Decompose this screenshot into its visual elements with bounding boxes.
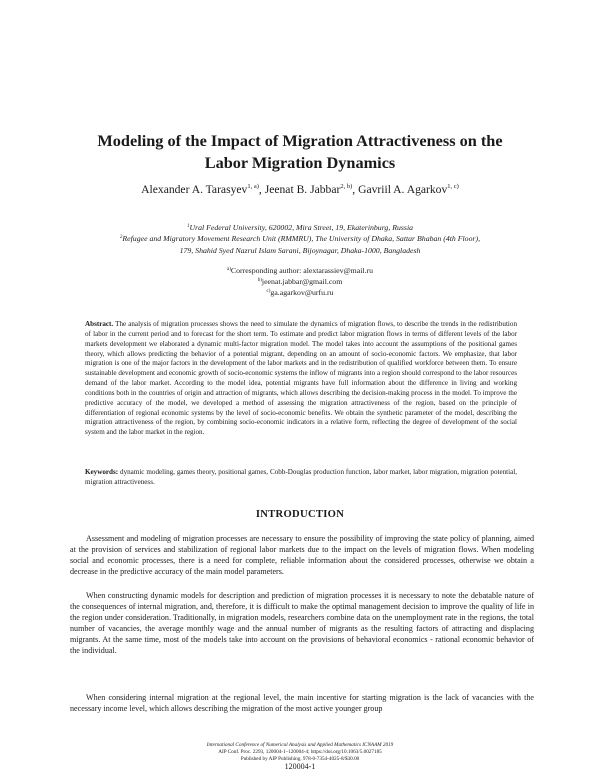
author-list bbox=[20, 183, 580, 197]
body-paragraph: Assessment and modeling of migration processes are necessary to ensure the possibility of improving the state policy of planning, aimed at the provision of services and stabilization of regional labor markets due to the impact on the levels of migration flows. When modeling social and economic processes, there is a need for complete, reliable information about the considered processes, otherwise we obtain a decrease in the predictive accuracy of the main model parameters. bbox=[70, 534, 534, 577]
author-separator: , bbox=[352, 183, 359, 196]
email-line bbox=[100, 276, 500, 287]
abstract-text: The analysis of migration processes shows the need to simulate the dynamics of migration flows, to describe the trends in the redistribution of labor in the current period and to forecast for the short term. To estimate and predict labor migration flows in terms of different levels of the labor markets development we elaborated a dynamic multi-factor migration model. The model takes into account the assumptions of the positional games theory, which allows predicting the behavior of a potential migrant, depending on an amount of socio-economic factors. We emphasize, that labor migration is one of the major factors in the development of the labor markets and in the redistribution of qualified workforce between them. To ensure sustainable development and economic growth of socio-economic systems the inflow of migrants into a region should correspond to the labor resources demand of the labor market. According to the model idea, potential migrants have full information about the difference in living and working conditions both in the countries of origin and attraction of migrants, which allows describing the decision-making process in the model. To improve the predictive accuracy of the model, we developed a method of assessing the migration attractiveness of the region, based on the principle of differentiation of regional economic systems by the level of socio-economic benefits. We obtain the synthetic parameter of the model, describing the migration attractiveness of the region, by combining socio-economic indicators in a relative form, reflecting the degree of development of the social system and the labor market in the region. bbox=[85, 320, 517, 437]
author-emails bbox=[100, 265, 500, 299]
footer-conference: International Conference of Numerical Analysis and Applied Mathematics ICNAAM 2019 bbox=[206, 742, 394, 748]
affiliation-text: Ural Federal University, 620002, Mira Street, 19, Ekaterinburg, Russia bbox=[189, 223, 414, 232]
abstract bbox=[85, 320, 517, 438]
affiliations bbox=[30, 222, 570, 256]
page-footer bbox=[100, 742, 500, 762]
email-text: jeenat.jabbar@gmail.com bbox=[261, 277, 343, 287]
affiliation-marker: 2 bbox=[119, 235, 123, 241]
email-line bbox=[100, 265, 500, 276]
title-line-2: Labor Migration Dynamics bbox=[204, 153, 396, 172]
email-text: Corresponding author: alextarassiev@mail.ru bbox=[230, 266, 373, 275]
footer-publisher: Published by AIP Publishing. 978-0-7354-4025-8/$30.00 bbox=[240, 755, 360, 762]
author-name: Alexander A. Tarasyev bbox=[141, 183, 248, 196]
section-heading-introduction: INTRODUCTION bbox=[255, 509, 345, 520]
keywords-text: dynamic modeling, games theory, positional games, Cobb-Douglas production function, labor market, labor migration, migration potential, migration attractiveness. bbox=[85, 468, 517, 486]
author-name: Gavriil A. Agarkov bbox=[358, 183, 448, 196]
keywords bbox=[85, 468, 517, 488]
email-marker: b) bbox=[257, 278, 262, 284]
email-line bbox=[100, 287, 500, 298]
footer-proceedings: AIP Conf. Proc. 2293, 120004-1–120004-4; https://doi.org/10.1063/5.0027185 bbox=[218, 748, 382, 755]
email-marker: c) bbox=[266, 289, 271, 295]
paper-title bbox=[40, 130, 560, 174]
affiliation-line bbox=[30, 222, 570, 233]
affiliation-line bbox=[30, 245, 570, 256]
page-number: 120004-1 bbox=[284, 762, 316, 771]
email-marker: a) bbox=[227, 267, 231, 272]
author-marker: 1, c) bbox=[447, 183, 459, 190]
affiliation-text: Refugee and Migratory Movement Research Unit (RMMRU), The University of Dhaka, Sattar Bhaban (4th Floor), bbox=[122, 234, 481, 244]
title-line-1: Modeling of the Impact of Migration Attractiveness on the bbox=[97, 131, 503, 150]
body-paragraph: When considering internal migration at the regional level, the main incentive for starting migration is the lack of vacancies with the necessary income level, which allows describing the migration of the most active younger group bbox=[70, 693, 534, 714]
affiliation-marker: 1 bbox=[186, 224, 190, 229]
author-marker: 2, b) bbox=[340, 183, 353, 190]
abstract-label: Abstract. bbox=[85, 320, 114, 328]
email-text: ga.agarkov@urfu.ru bbox=[270, 288, 334, 298]
author-marker: 1, a) bbox=[247, 183, 259, 190]
body-paragraph: When constructing dynamic models for description and prediction of migration processes it is necessary to note the debatable nature of the consequences of internal migration, and, therefore, it is difficult to make the optimal management decision to improve the quality of life in the region under consideration. Traditionally, in migration models, researchers combine data on the unemployment rate in the regions, the total number of vacancies, the average monthly wage and the annual number of migrants as the resulting factors of attracting and displacing migrants. At the same time, most of the models take into account on the provisions of behavioral economics - rational economic behavior of the individual. bbox=[70, 591, 534, 656]
author-name: Jeenat B. Jabbar bbox=[264, 183, 341, 196]
keywords-label: Keywords: bbox=[85, 468, 119, 476]
affiliation-line bbox=[30, 233, 570, 244]
author-separator: , bbox=[258, 183, 265, 196]
affiliation-text: 179, Shahid Syed Nazrul Islam Sarani, Bijoynagar, Dhaka-1000, Bangladesh bbox=[179, 245, 421, 255]
